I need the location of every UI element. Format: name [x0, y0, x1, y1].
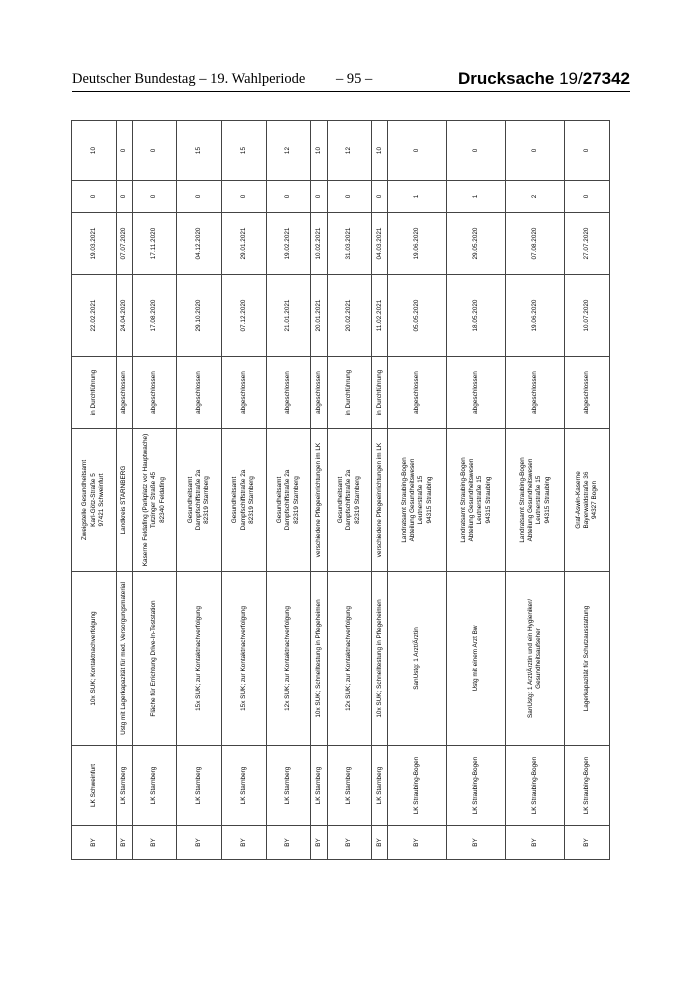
cell-beginn — [177, 275, 222, 357]
cell-ende-text: 31.03.2021 — [345, 227, 353, 260]
header-doc-prefix: Drucksache — [457, 69, 555, 88]
cell-landkreis — [177, 746, 222, 826]
cell-einsatzort — [327, 429, 372, 572]
cell-beginn-text: 24.04.2020 — [120, 299, 128, 332]
cell-anzahl-a — [506, 181, 565, 213]
cell-bundesland — [132, 826, 177, 860]
cell-anzahl-b — [327, 121, 372, 181]
cell-landkreis-text: LK Starnberg — [150, 766, 158, 805]
cell-anzahl-a-text: 0 — [314, 194, 322, 199]
cell-ende — [177, 213, 222, 275]
cell-beginn — [372, 275, 388, 357]
cell-bundesland — [565, 826, 610, 860]
table-row — [72, 121, 117, 860]
cell-landkreis — [506, 746, 565, 826]
cell-anzahl-a — [266, 181, 311, 213]
header-doc-plain: 19/ — [559, 69, 583, 88]
cell-status-text: abgeschlossen — [195, 371, 203, 414]
cell-ende-text: 27.07.2020 — [582, 227, 590, 260]
cell-bundesland — [506, 826, 565, 860]
cell-ende — [327, 213, 372, 275]
cell-ende — [266, 213, 311, 275]
cell-einsatzort — [372, 429, 388, 572]
cell-anzahl-b — [132, 121, 177, 181]
header-doc-bold: 27342 — [582, 69, 630, 88]
cell-beginn-text: 10.07.2020 — [582, 299, 590, 332]
cell-anzahl-b — [506, 121, 565, 181]
cell-anzahl-a — [388, 181, 447, 213]
cell-massnahme — [311, 572, 327, 746]
cell-anzahl-b-text: 12 — [345, 146, 353, 155]
cell-ende — [565, 213, 610, 275]
cell-landkreis-text: LK Straubing-Bogen — [472, 756, 480, 815]
cell-status — [372, 357, 388, 429]
cell-bundesland-text: BY — [89, 838, 97, 847]
cell-beginn-text: 05.05.2020 — [413, 299, 421, 332]
cell-massnahme — [266, 572, 311, 746]
cell-anzahl-a — [311, 181, 327, 213]
cell-anzahl-a-text: 0 — [89, 194, 97, 199]
cell-massnahme — [506, 572, 565, 746]
cell-einsatzort-text: Gesundheitsamt Dampfschiffstraße 2a 82319 Starnberg — [186, 469, 211, 531]
cell-bundesland-text: BY — [120, 838, 128, 847]
cell-beginn-text: 29.10.2020 — [195, 299, 203, 332]
cell-status — [447, 357, 506, 429]
cell-einsatzort-text: Zweigstelle Gesundheitsamt Karl-Götz-Straße 5 97421 Schweinfurt — [81, 459, 105, 541]
cell-ende-text: 07.07.2020 — [120, 227, 128, 260]
cell-bundesland-text: BY — [284, 838, 292, 847]
table-row — [506, 121, 565, 860]
cell-bundesland — [72, 826, 117, 860]
cell-beginn — [388, 275, 447, 357]
cell-einsatzort — [266, 429, 311, 572]
cell-landkreis — [132, 746, 177, 826]
cell-bundesland-text: BY — [195, 838, 203, 847]
cell-anzahl-a — [222, 181, 267, 213]
cell-ende — [447, 213, 506, 275]
cell-anzahl-b-text: 15 — [195, 146, 203, 155]
cell-einsatzort — [177, 429, 222, 572]
cell-status-text: abgeschlossen — [239, 371, 247, 414]
cell-bundesland-text: BY — [150, 838, 158, 847]
cell-einsatzort — [116, 429, 132, 572]
cell-landkreis — [266, 746, 311, 826]
cell-massnahme-text: SanUstg: 1 Arzt/Ärztin — [413, 627, 421, 690]
cell-bundesland — [388, 826, 447, 860]
cell-status — [222, 357, 267, 429]
cell-anzahl-b — [177, 121, 222, 181]
cell-status — [311, 357, 327, 429]
cell-bundesland-text: BY — [472, 838, 480, 847]
cell-einsatzort — [132, 429, 177, 572]
cell-anzahl-a-text: 0 — [582, 194, 590, 199]
cell-einsatzort-text: verschiedene Pflegeeinrichtungen im LK — [375, 442, 383, 558]
cell-anzahl-b-text: 0 — [472, 148, 480, 153]
table-row — [222, 121, 267, 860]
cell-status-text: abgeschlossen — [472, 371, 480, 414]
cell-beginn-text: 18.05.2020 — [472, 299, 480, 332]
measures-table — [71, 120, 610, 860]
cell-beginn — [116, 275, 132, 357]
cell-massnahme-text: Ustg mit einem Arzt Bw — [472, 625, 480, 692]
cell-anzahl-b — [266, 121, 311, 181]
cell-status-text: abgeschlossen — [120, 371, 128, 414]
cell-anzahl-a — [116, 181, 132, 213]
cell-ende-text: 19.03.2021 — [89, 227, 97, 260]
header-page-number: – 95 – — [336, 71, 373, 87]
cell-landkreis-text: LK Starnberg — [120, 766, 128, 805]
cell-anzahl-a — [132, 181, 177, 213]
cell-status — [327, 357, 372, 429]
cell-massnahme-text: Lagerkapazität für Schutzausstattung — [582, 605, 590, 712]
cell-landkreis-text: LK Starnberg — [284, 766, 292, 805]
cell-bundesland — [372, 826, 388, 860]
cell-anzahl-b — [72, 121, 117, 181]
cell-status — [266, 357, 311, 429]
cell-ende-text: 04.03.2021 — [375, 227, 383, 260]
cell-massnahme — [72, 572, 117, 746]
cell-ende — [388, 213, 447, 275]
cell-bundesland — [266, 826, 311, 860]
cell-massnahme — [132, 572, 177, 746]
cell-massnahme — [222, 572, 267, 746]
cell-landkreis — [116, 746, 132, 826]
cell-massnahme — [372, 572, 388, 746]
cell-landkreis-text: LK Starnberg — [345, 766, 353, 805]
cell-anzahl-b — [311, 121, 327, 181]
cell-status — [116, 357, 132, 429]
cell-status — [177, 357, 222, 429]
cell-anzahl-a-text: 0 — [120, 194, 128, 199]
cell-beginn-text: 07.12.2020 — [239, 299, 247, 332]
cell-landkreis — [372, 746, 388, 826]
cell-anzahl-a-text: 1 — [472, 194, 480, 199]
cell-bundesland-text: BY — [345, 838, 353, 847]
cell-ende-text: 07.08.2020 — [531, 227, 539, 260]
table-row — [447, 121, 506, 860]
cell-bundesland — [177, 826, 222, 860]
cell-landkreis — [311, 746, 327, 826]
cell-anzahl-b-text: 0 — [413, 148, 421, 153]
cell-anzahl-a-text: 0 — [150, 194, 158, 199]
cell-einsatzort-text: Landkreis STARNBERG — [120, 465, 128, 535]
cell-massnahme-text: 15x SUK; zur Kontaktnachverfolgung — [239, 606, 247, 711]
cell-anzahl-a-text: 2 — [531, 194, 539, 199]
cell-einsatzort — [72, 429, 117, 572]
cell-anzahl-b-text: 10 — [375, 146, 383, 155]
cell-status-text: abgeschlossen — [582, 371, 590, 414]
cell-anzahl-b-text: 12 — [284, 146, 292, 155]
cell-massnahme-text: 10x SUK; Schnelltestung in Pflegeheimen — [314, 599, 322, 718]
cell-bundesland-text: BY — [582, 838, 590, 847]
cell-beginn — [311, 275, 327, 357]
cell-ende-text: 04.12.2020 — [195, 227, 203, 260]
cell-massnahme — [116, 572, 132, 746]
cell-landkreis-text: LK Straubing-Bogen — [582, 756, 590, 815]
cell-bundesland — [116, 826, 132, 860]
cell-landkreis-text: LK Starnberg — [195, 766, 203, 805]
cell-bundesland — [327, 826, 372, 860]
cell-bundesland-text: BY — [239, 838, 247, 847]
table-row — [372, 121, 388, 860]
cell-anzahl-a — [372, 181, 388, 213]
cell-beginn-text: 21.01.2021 — [284, 299, 292, 332]
cell-beginn-text: 20.02.2021 — [345, 299, 353, 332]
cell-beginn-text: 22.02.2021 — [89, 299, 97, 332]
cell-massnahme — [177, 572, 222, 746]
cell-anzahl-a-text: 0 — [239, 194, 247, 199]
cell-status-text: abgeschlossen — [150, 371, 158, 414]
cell-ende — [372, 213, 388, 275]
cell-status-text: abgeschlossen — [284, 371, 292, 414]
cell-landkreis-text: LK Straubing-Bogen — [413, 756, 421, 815]
cell-status — [72, 357, 117, 429]
cell-anzahl-b-text: 0 — [120, 148, 128, 153]
cell-einsatzort-text: Landratsamt Straubing-Bogen Abteilung Gesundheitswesen Leutnerstraße 15 94315 Straubing — [459, 457, 492, 543]
cell-einsatzort — [311, 429, 327, 572]
cell-landkreis-text: LK Starnberg — [375, 766, 383, 805]
cell-anzahl-a-text: 0 — [284, 194, 292, 199]
cell-beginn — [222, 275, 267, 357]
cell-beginn — [266, 275, 311, 357]
cell-ende — [311, 213, 327, 275]
table-row — [266, 121, 311, 860]
cell-massnahme — [447, 572, 506, 746]
cell-status-text: abgeschlossen — [531, 371, 539, 414]
cell-status-text: in Durchführung — [375, 369, 383, 416]
cell-status — [506, 357, 565, 429]
cell-massnahme — [327, 572, 372, 746]
cell-anzahl-b — [447, 121, 506, 181]
cell-anzahl-b-text: 15 — [239, 146, 247, 155]
cell-anzahl-a-text: 0 — [345, 194, 353, 199]
table-body — [72, 121, 610, 860]
table-row — [388, 121, 447, 860]
cell-anzahl-b — [116, 121, 132, 181]
cell-anzahl-a — [565, 181, 610, 213]
cell-beginn — [72, 275, 117, 357]
cell-einsatzort-text: Gesundheitsamt Dampfschiffstraße 2a 82319 Starnberg — [336, 469, 361, 531]
cell-ende-text: 19.02.2021 — [284, 227, 292, 260]
page-header — [72, 70, 630, 92]
cell-einsatzort-text: Graf-Aswin-Kaserne Bayerwaldstraße 36 94327 Bogen — [574, 471, 599, 529]
table-row — [132, 121, 177, 860]
cell-anzahl-b — [388, 121, 447, 181]
cell-anzahl-a — [72, 181, 117, 213]
cell-bundesland — [222, 826, 267, 860]
table-row — [116, 121, 132, 860]
cell-status — [132, 357, 177, 429]
cell-landkreis — [388, 746, 447, 826]
cell-beginn-text: 17.08.2020 — [150, 299, 158, 332]
cell-bundesland-text: BY — [314, 838, 322, 847]
cell-beginn — [132, 275, 177, 357]
cell-beginn — [447, 275, 506, 357]
cell-einsatzort-text: Gesundheitsamt Dampfschiffstraße 2a 82319 Starnberg — [231, 469, 256, 531]
cell-massnahme-text: Ustg mit Lagerkapazität für med. Versorgungsmaterial — [120, 582, 128, 735]
cell-anzahl-a-text: 1 — [413, 194, 421, 199]
header-publication: Deutscher Bundestag – 19. Wahlperiode — [72, 71, 306, 87]
cell-ende — [222, 213, 267, 275]
cell-massnahme-text: 15x SUK; zur Kontaktnachverfolgung — [195, 606, 203, 711]
cell-landkreis-text: LK Starnberg — [239, 766, 247, 805]
cell-ende-text: 29.05.2020 — [472, 227, 480, 260]
table-row — [327, 121, 372, 860]
cell-anzahl-b — [565, 121, 610, 181]
cell-einsatzort — [388, 429, 447, 572]
cell-landkreis — [327, 746, 372, 826]
cell-ende-text: 19.06.2020 — [413, 227, 421, 260]
cell-beginn — [327, 275, 372, 357]
cell-anzahl-b-text: 10 — [89, 146, 97, 155]
cell-beginn-text: 19.06.2020 — [531, 299, 539, 332]
cell-landkreis-text: LK Schweinfurt — [89, 764, 97, 807]
cell-status-text: abgeschlossen — [413, 371, 421, 414]
cell-status-text: abgeschlossen — [314, 371, 322, 414]
cell-anzahl-b-text: 0 — [582, 148, 590, 153]
cell-beginn — [565, 275, 610, 357]
cell-landkreis-text: LK Starnberg — [314, 766, 322, 805]
cell-massnahme — [565, 572, 610, 746]
cell-beginn — [506, 275, 565, 357]
cell-status — [388, 357, 447, 429]
cell-ende — [72, 213, 117, 275]
cell-anzahl-b — [372, 121, 388, 181]
cell-status-text: in Durchführung — [345, 369, 353, 416]
cell-massnahme-text: 10x SUK; Schnelltestung in Pflegeheimen — [375, 599, 383, 718]
table-row — [311, 121, 327, 860]
cell-anzahl-a — [327, 181, 372, 213]
cell-einsatzort — [506, 429, 565, 572]
cell-bundesland — [311, 826, 327, 860]
cell-landkreis — [447, 746, 506, 826]
table-row — [177, 121, 222, 860]
cell-bundesland-text: BY — [413, 838, 421, 847]
cell-status — [565, 357, 610, 429]
cell-massnahme-text: 12x SUK; zur Kontaktnachverfolgung — [345, 606, 353, 711]
cell-anzahl-a — [447, 181, 506, 213]
cell-landkreis — [565, 746, 610, 826]
cell-beginn-text: 11.02.2021 — [375, 299, 383, 332]
measures-table-wrapper — [71, 121, 610, 860]
header-document-number — [458, 69, 630, 89]
cell-anzahl-a-text: 0 — [375, 194, 383, 199]
cell-bundesland-text: BY — [531, 838, 539, 847]
cell-einsatzort-text: verschiedene Pflegeeinrichtungen im LK — [314, 442, 322, 558]
cell-einsatzort-text: Landratsamt Straubing-Bogen Abteilung Gesundheitswesen Leutnerstraße 15 94315 Straubing — [518, 457, 551, 543]
cell-massnahme-text: 10x SUK; Kontaktnachverfolgung — [89, 611, 97, 706]
cell-ende-text: 17.11.2020 — [150, 227, 158, 260]
cell-einsatzort — [447, 429, 506, 572]
cell-landkreis-text: LK Straubing-Bogen — [531, 756, 539, 815]
cell-ende — [116, 213, 132, 275]
header-rule — [72, 91, 630, 92]
cell-anzahl-a-text: 0 — [195, 194, 203, 199]
cell-einsatzort-text: Kaserne Feldafing (Parkplatz vor Hauptwache) Tutzinger Straße 45 82340 Feldafing — [142, 433, 166, 567]
cell-ende — [506, 213, 565, 275]
cell-landkreis — [222, 746, 267, 826]
cell-anzahl-b-text: 0 — [531, 148, 539, 153]
cell-anzahl-a — [177, 181, 222, 213]
cell-einsatzort-text: Landratsamt Straubing-Bogen Abteilung Gesundheitswesen Leutnerstraße 15 94315 Straubing — [400, 457, 433, 543]
cell-einsatzort — [222, 429, 267, 572]
cell-beginn-text: 20.01.2021 — [314, 299, 322, 332]
cell-bundesland-text: BY — [375, 838, 383, 847]
cell-ende — [132, 213, 177, 275]
table-row — [565, 121, 610, 860]
cell-massnahme-text: SanUstg: 1 Arzt/Ärztin und ein Hygieniker/ Gesundheitsaufseher — [526, 599, 543, 718]
cell-einsatzort — [565, 429, 610, 572]
cell-einsatzort-text: Gesundheitsamt Dampfschiffstraße 2a 82319 Starnberg — [276, 469, 300, 531]
cell-status-text: in Durchführung — [89, 369, 97, 416]
cell-ende-text: 10.02.2021 — [314, 227, 322, 260]
cell-massnahme-text: 12x SUK; zur Kontaktnachverfolgung — [284, 606, 292, 711]
cell-massnahme — [388, 572, 447, 746]
cell-anzahl-b-text: 0 — [150, 148, 158, 153]
cell-bundesland — [447, 826, 506, 860]
cell-landkreis — [72, 746, 117, 826]
cell-massnahme-text: Fläche für Errichtung Drive-In-Teststation — [150, 600, 158, 717]
cell-ende-text: 29.01.2021 — [239, 227, 247, 260]
cell-anzahl-b — [222, 121, 267, 181]
cell-anzahl-b-text: 10 — [314, 146, 322, 155]
